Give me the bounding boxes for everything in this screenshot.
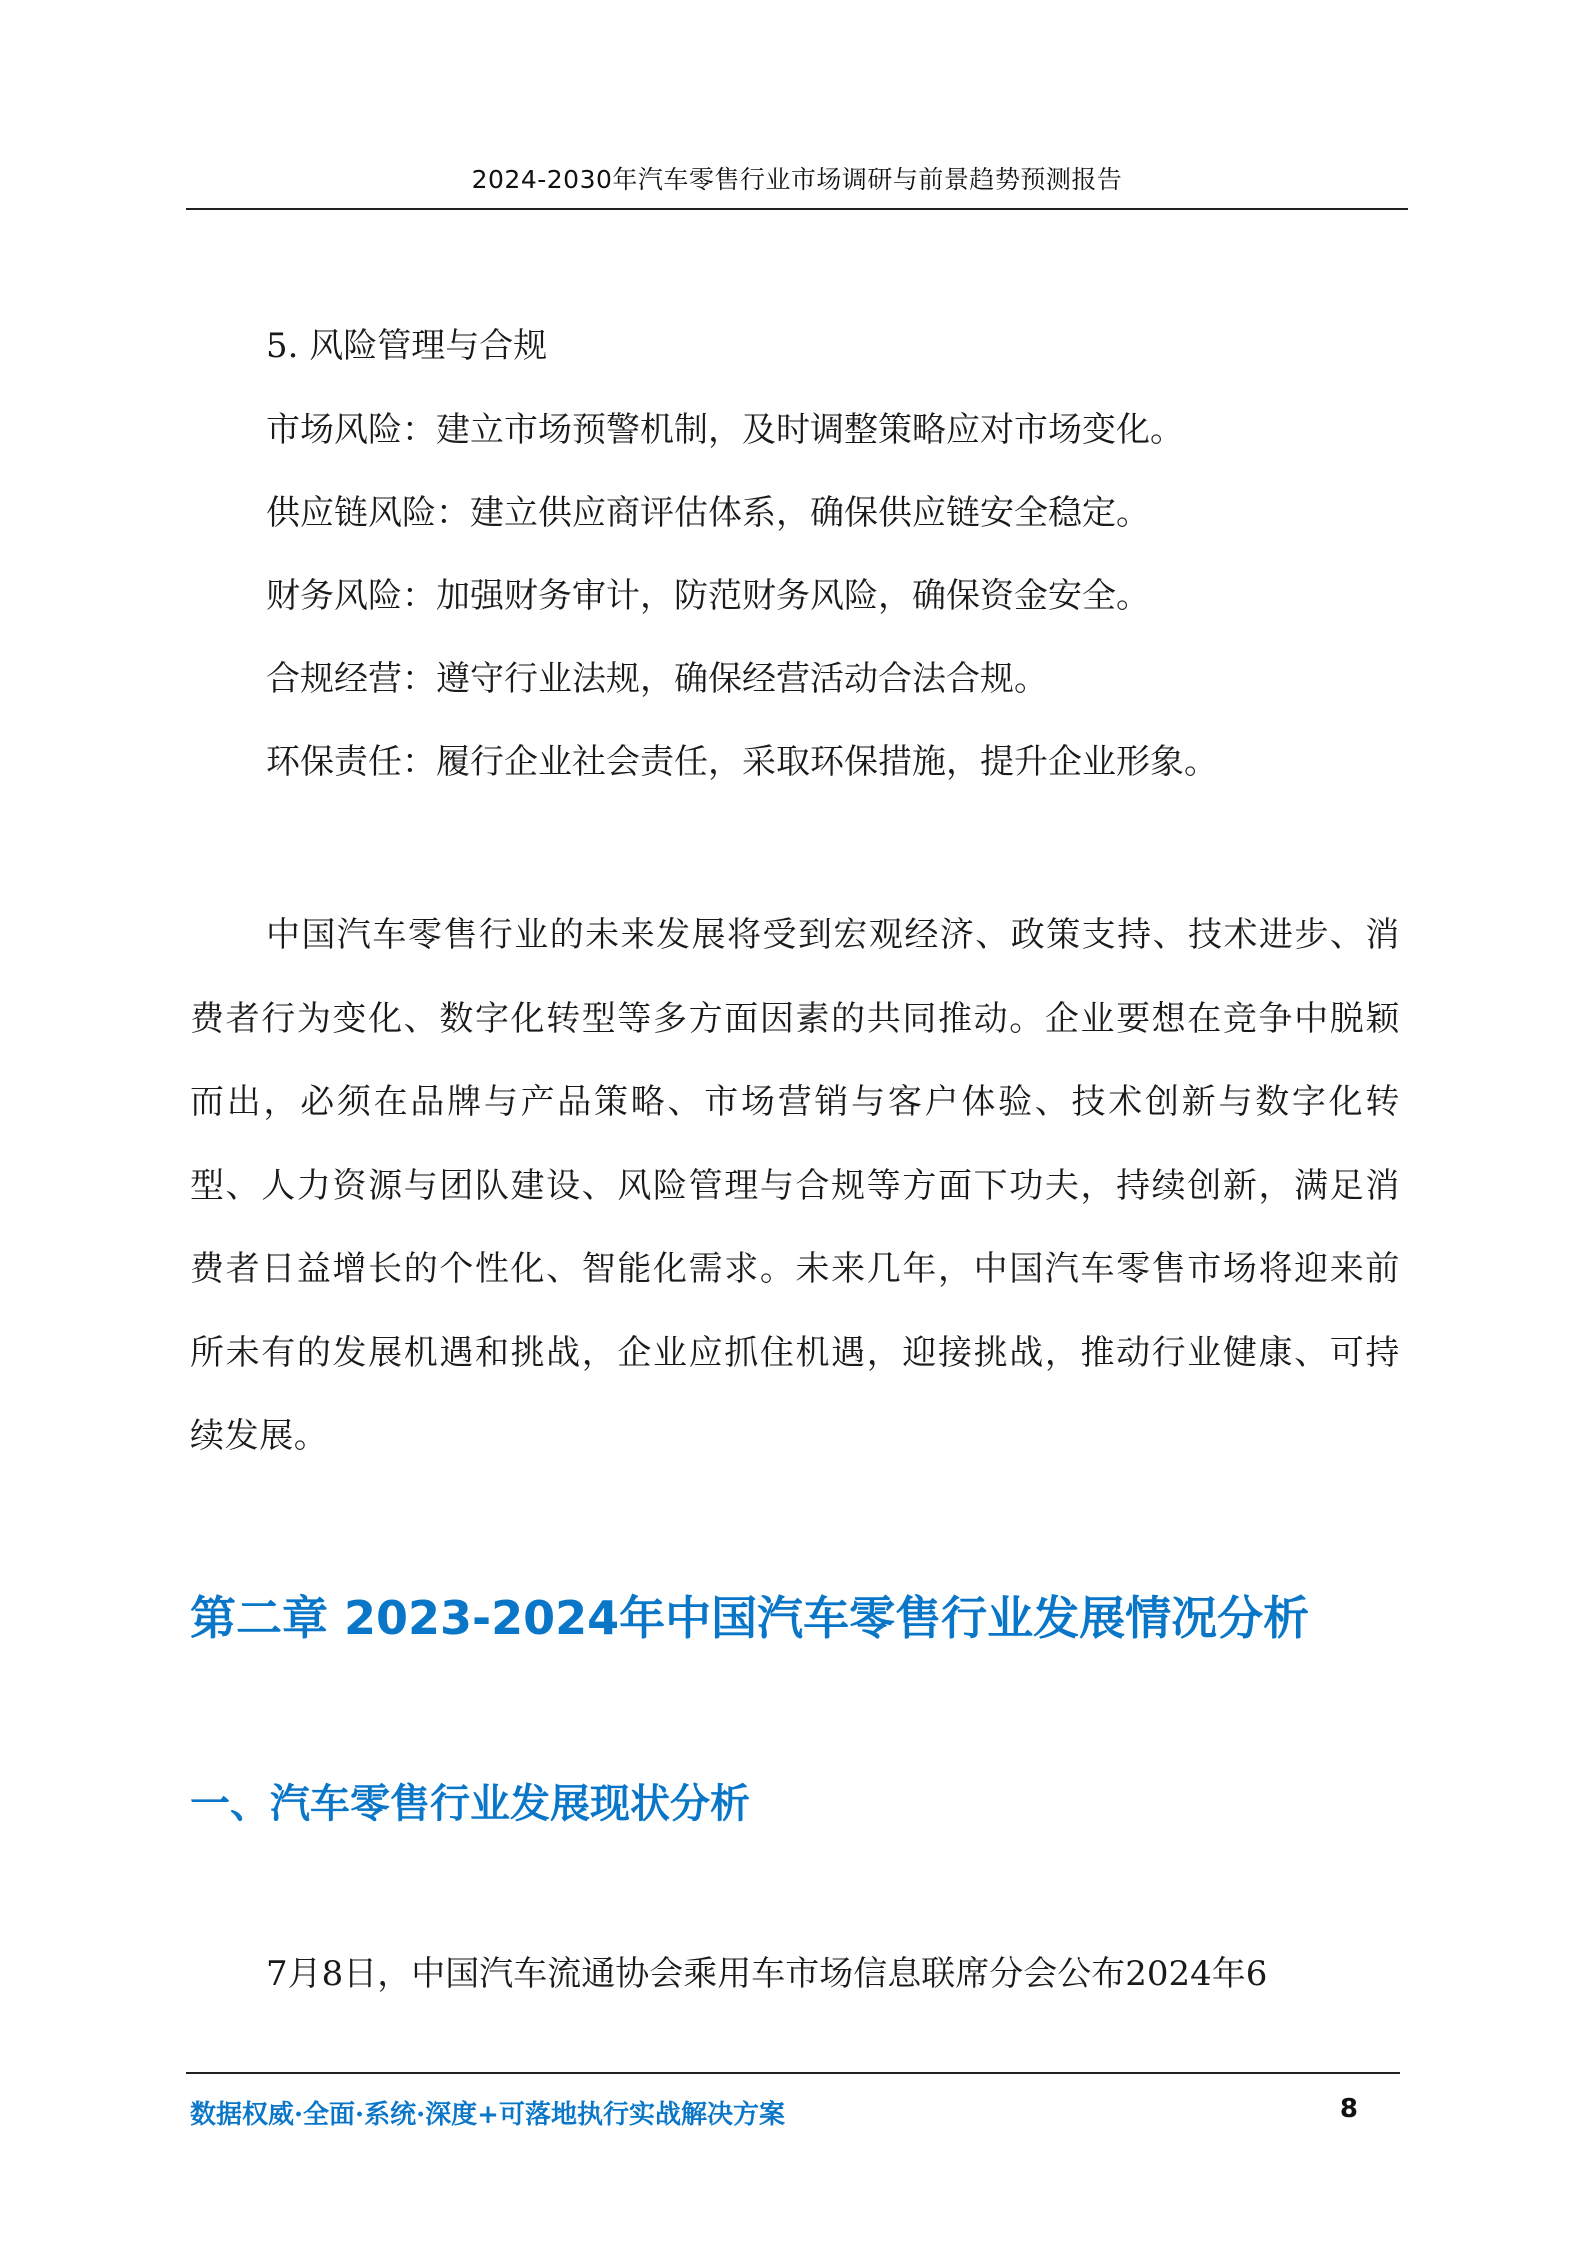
footer-tagline: 数据权威·全面·系统·深度+可落地执行实战解决方案 — [190, 2100, 785, 2130]
header-title: 2024-2030年汽车零售行业市场调研与前景趋势预测报告 — [471, 165, 1123, 194]
summary-paragraph: 中国汽车零售行业的未来发展将受到宏观经济、政策支持、技术进步、消费者行为变化、数字化转型等多方面因素的共同推动。企业要想在竞争中脱颖而出，必须在品牌与产品策略、市场营销与客户体验、技术创新与数字化转型、人力资源与团队建设、风险管理与合规等方面下功夫，持续创新，满足消费者日益增长的个性化、智能化需求。未来几年，中国汽车零售市场将迎来前所未有的发展机遇和挑战，企业应抓住机遇，迎接挑战，推动行业健康、可持续发展。 — [190, 915, 1400, 1456]
section-title: 一、汽车零售行业发展现状分析 — [190, 1781, 750, 1827]
page-number: 8 — [1339, 2094, 1358, 2124]
risk-item-market: 市场风险：建立市场预警机制，及时调整策略应对市场变化。 — [266, 410, 1184, 450]
risk-item-finance: 财务风险：加强财务审计，防范财务风险，确保资金安全。 — [266, 576, 1150, 616]
chapter-title: 第二章 2023-2024年中国汽车零售行业发展情况分析 — [190, 1591, 1310, 1645]
risk-section-heading: 5. 风险管理与合规 — [266, 326, 548, 366]
header-divider — [186, 208, 1408, 210]
risk-item-compliance: 合规经营：遵守行业法规，确保经营活动合法合规。 — [266, 659, 1048, 699]
risk-item-environment: 环保责任：履行企业社会责任，采取环保措施，提升企业形象。 — [266, 742, 1218, 782]
risk-item-supply-chain: 供应链风险：建立供应商评估体系，确保供应链安全稳定。 — [266, 493, 1150, 533]
footer-divider — [186, 2072, 1400, 2074]
section-paragraph-start: 7月8日，中国汽车流通协会乘用车市场信息联席分会公布2024年6 — [266, 1954, 1268, 1994]
